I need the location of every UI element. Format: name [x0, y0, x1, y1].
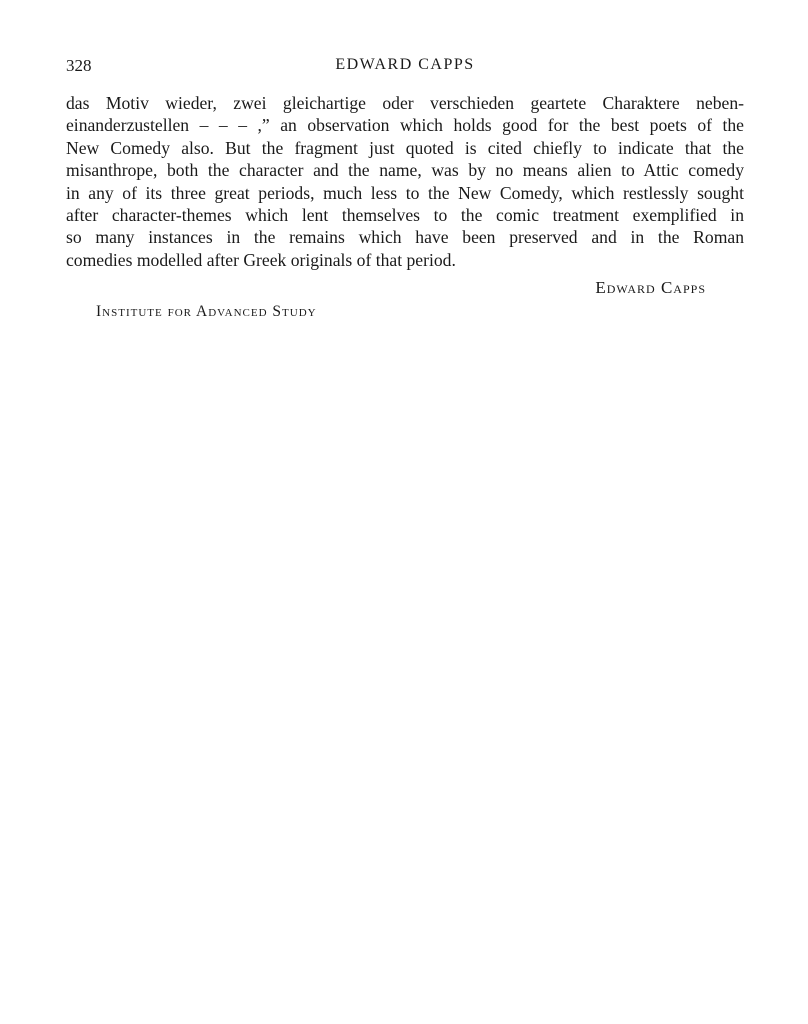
body-paragraph — [66, 92, 744, 271]
author-affiliation: Institute for Advanced Study — [96, 303, 317, 321]
text-line: einanderzustellen – – – ,” an observation which holds good for the best poets of the — [66, 115, 744, 136]
author-signature: Edward Capps — [595, 278, 706, 298]
paper-page — [66, 56, 744, 321]
text-line: misanthrope, both the character and the name, was by no means alien to Attic comedy — [66, 160, 744, 181]
page-number: 328 — [66, 56, 92, 75]
text-line: after character-themes which lent themselves to the comic treatment exemplified in — [66, 205, 744, 226]
text-line: New Comedy also. But the fragment just quoted is cited chiefly to indicate that the — [66, 137, 744, 158]
text-line: comedies modelled after Greek originals of that period. — [66, 249, 456, 270]
running-head — [66, 56, 744, 80]
text-line: das Motiv wieder, zwei gleichartige oder verschieden geartete Charaktere neben- — [66, 93, 744, 113]
text-line: in any of its three great periods, much less to the New Comedy, which restlessly sought — [66, 182, 744, 203]
text-line: so many instances in the remains which have been preserved and in the Roman — [66, 227, 744, 248]
running-title: EDWARD CAPPS — [335, 56, 475, 73]
